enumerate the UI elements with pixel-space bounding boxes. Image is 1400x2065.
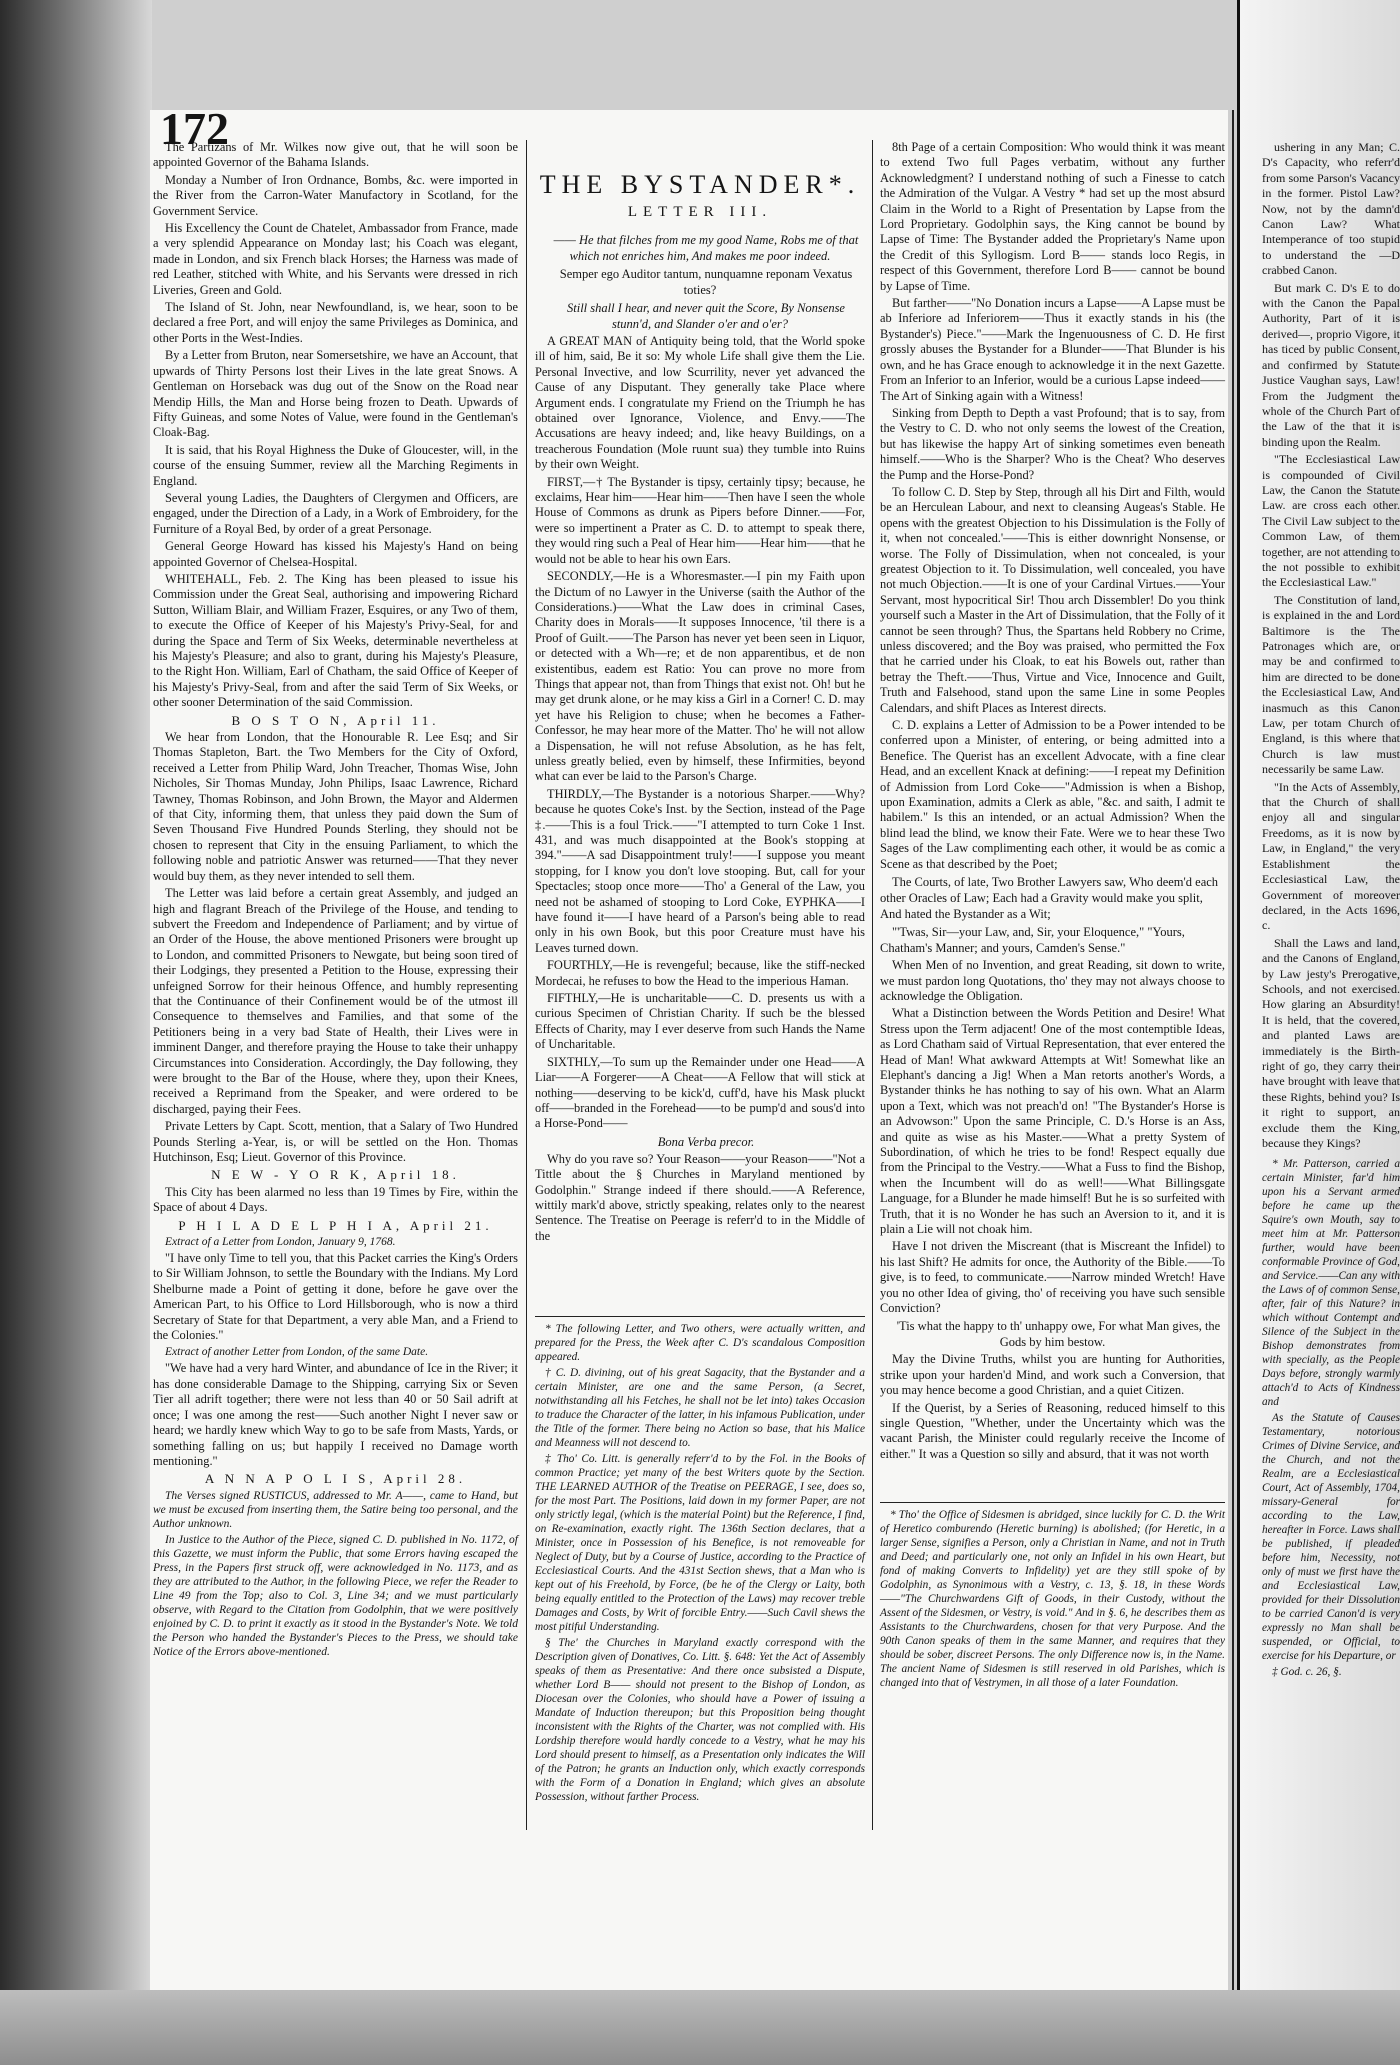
footnote: * Tho' the Office of Sidesmen is abridged, since luckily for C. D. the Writ of Heretico comburendo (Heretic burning) is abolished; (for Heretic, in a larger Sense, signifies a Person, only a Christian in Name, and not in Truth and Deed; and particularly one, not only an Infidel in his own Heart, but fond of making Converts to Infidelity) yet are they still spoke of by Godolphin, as Synonimous with a Vestry, c. 13, §. 18, in these Words——"The Churchwardens Gift of Goods, in their Custody, without the Assent of the Sidesmen, or Vestry, is void." And in §. 6, he describes them as Assistants to the Churchwardens, chosen for that very Purpose. And the 90th Canon speaks of them in the same Manner, and requires that they should be sober, discreet Persons. The only Difference now is, in the Name. The ancient Name of Sidesmen is still reserved in old Parishes, which is changed into that of Vestrymen, in all those of a later Foundation. xyxy=(880,1509,1225,1689)
news-paragraph: The Letter was laid before a certain great Assembly, and judged an high and flagrant Breach of the Privilege of the House, and tending to subvert the Freedom and Independence of Parliament; and by virtue of an Order of the House, the above mentioned Prisoners were brought up to London, and committed Prisoners to Newgate, but being soon tired of their Lodgings, they presented a Petition to the House, expressing their unfeigned Sorrow for their heinous Offence, and humbly representing that the Continuance of their Confinement would be of the utmost ill Consequence to themselves and Families, and that some of the Petitioners being in a very bad State of Health, their Lives were in imminent Danger, and therefore praying the House to take their unhappy Circumstances into Consideration. Accordingly, the Day following, they were brought to the Bar of the House, where they, upon their Knees, received a Reprimand from the Speaker, and were ordered to be discharged, paying their Fees. xyxy=(153,886,518,1116)
news-paragraph: Private Letters by Capt. Scott, mention, that a Salary of Two Hundred Pounds Sterling a-Year, is, or will be settled on the Hon. Thomas Hutchinson, Esq; Lieut. Governor of this Province. xyxy=(153,1119,518,1164)
footnote: * The following Letter, and Two others, were actually written, and prepared for the Press, the Week after C. D's scandalous Composition appeared. xyxy=(535,1323,865,1363)
article-title: THE BYSTANDER*. xyxy=(539,170,861,199)
motto: Still shall I hear, and never quit the Score, By Nonsense stunn'd, and Slander o'er and o'er? xyxy=(567,301,845,331)
column-1 xyxy=(153,140,518,1661)
motto: —— He that filches from me my good Name, Robs me of that which not enriches him, And makes me poor indeed. xyxy=(553,233,859,263)
extract-heading: Extract of another Letter from London, of the same Date. xyxy=(165,1346,429,1359)
news-paragraph: It is said, that his Royal Highness the Duke of Gloucester, will, in the course of the ensuing Summer, review all the Marching Regiments in England. xyxy=(153,442,518,488)
article-paragraph: Why do you rave so? Your Reason——your Reason——"Not a Tittle about the § Churches in Maryland mentioned by Godolphin." Strange indeed if there should.——A Reference, wittily mark'd above, strictly speaking, relates only to the nearest Sentence. The Treatise on Peerage is referr'd to in the Middle of the xyxy=(535,1151,865,1243)
column-4-partial xyxy=(1262,140,1400,1840)
page-number: 172 xyxy=(160,103,229,154)
footnote: ‡ Tho' Co. Litt. is generally referr'd to by the Fol. in the Books of common Practice; yet many of the best Writers quote by the Section. THE LEARNED AUTHOR of the Treatise on PEERAGE, I see, does so, for the most Part. The Positions, laid down in my former Paper, are not only strictly legal, (which is the material Point) but the Reference, I find, on Re-examination, exactly right. The 136th Section declares, that a Minister, once in Possession of his Benefice, is not removeable for Neglect of Duty, but by a Course of Justice, according to the Practice of Ecclesiastical Courts. And the 431st Section shews, that a Man who is kept out of his Freehold, by Force, (be he of the Clergy or Laity, both being equally entitled to the Protection of the Laws) may recover treble Damages and Costs, by Writ of forcible Entry.——Such Cavil shews the most pitiful Understanding. xyxy=(535,1453,865,1633)
article-paragraph: C. D. explains a Letter of Admission to be a Power intended to be conferred upon a Minister, of entering, or being admitted into a Benefice. The Querist has an excellent Advocate, with a fine clear Head, and an excellent Knack at defining:——I repeat my Definition of Admission from Lord Coke——"Admission is when a Bishop, upon Examination, admits a Clerk as able, "&c. and saith, I admit te habilem." Is this an intended, or an actual Admission? When the blind lead the blind, we know their Fate. Were we to hear these Two Sages of the Law complimenting each other, it would be as comic a Scene as that described by the Poet; xyxy=(880,718,1225,871)
verse: "'Twas, Sir—your Law, and, Sir, your Eloquence," "Yours, Chatham's Manner; and yours, Camden's Sense." xyxy=(880,925,1185,956)
motto: Semper ego Auditor tantum, nunquamne reponam Vexatus toties? xyxy=(559,267,853,297)
article-paragraph: The Constitution of land, is explained in the and Lord Baltimore is the The Patronages which are, or may be and confirmed to him are directed to be done the Ecclesiastical Law, And inasmuch as this Canon Law, per totam Church of England, is this where that Church is law must necessarily be same Law. xyxy=(1262,592,1400,777)
article-paragraph: SIXTHLY,—To sum up the Remainder under one Head——A Liar——A Forgerer——A Cheat——A Fellow that will stick at nothing——deserving to be kick'd, cuff'd, have his Mask pluckt off——branded in the Forehead——to be pump'd and sous'd into a Horse-Pond—— xyxy=(535,1054,865,1131)
news-paragraph: We hear from London, that the Honourable R. Lee Esq; and Sir Thomas Stapleton, Bart. the Two Members for the City of Oxford, received a Letter from Philip Ward, John Treacher, Thomas Wise, John Nicholes, Sir Thomas Munday, John Philips, Isaac Lawrence, Richard Tawney, Thomas Robinson, and John Brown, the Mayor and Aldermen of that City, informing them, that unless they paid down the Sum of Seven Thousand Five Hundred Pounds Sterling, they should not be chosen to represent that City in the ensuing Parliament, to which the following noble and patriotic Answer was returned——That they never would buy them, as they never intended to sell them. xyxy=(153,730,518,883)
news-paragraph: Monday a Number of Iron Ordnance, Bombs, &c. were imported in the River from the Carron-Water Manufactory in Scotland, for the Government Service. xyxy=(153,172,518,218)
footnote: * Mr. Patterson, carried a certain Minister, far'd him upon his a Servant armed before he came up the Squire's own Mouth, say to meet him at Mr. Patterson further, would have been conformable Province of God, and Service.——Can any with the Laws of of common Sense, after, fair of this Nature? in which without Contempt and Silence of the Subject in the Bishop demonstrates from with specially, as the People Days before, strongly warmly attach'd to Acts of Kindness and xyxy=(1262,1158,1400,1409)
dateline-philadelphia: P H I L A D E L P H I A, April 21. xyxy=(178,1217,493,1233)
dateline-annapolis: A N N A P O L I S, April 28. xyxy=(204,1471,467,1487)
verse: 'Tis what the happy to th' unhappy owe, For what Man gives, the Gods by him bestow. xyxy=(896,1319,1221,1350)
news-paragraph: This City has been alarmed no less than 19 Times by Fire, within the Space of about 4 Days. xyxy=(153,1184,518,1215)
article-paragraph: ushering in any Man; C. D's Capacity, who referr'd from some Parson's Vacancy in the former. Pistol Law? Now, not by the damn'd Canon Law? What Intemperance of too stupid to understand the —D crabbed Canon. xyxy=(1262,140,1400,278)
news-paragraph: WHITEHALL, Feb. 2. The King has been pleased to issue his Commission under the Great Seal, authorising and impowering Richard Sutton, William Blair, and William Frazer, Esquires, or any Two of them, to execute the Office of Keeper of his Majesty's Privy-Seal, for and during the Space and Term of Six Weeks, determinable nevertheless at his Majesty's Pleasure; and also to grant, during his Majesty's Pleasure, to the Right Hon. William, Earl of Chatham, the said Office of Keeper of his Majesty's Privy-Seal, from and after the said Term of Six Weeks, or other sooner Determination of the said Commission. xyxy=(153,571,518,710)
article-paragraph: Have I not driven the Miscreant (that is Miscreant the Infidel) to his last Shift? He admits for once, the Authority of the Bible.——To give, is to feed, to communicate.——Narrow minded Wretch! Have you no other Idea of giving, tho' of receiving you have such sensible Conviction? xyxy=(880,1239,1225,1316)
column-rule-2 xyxy=(872,140,873,1830)
article-paragraph: FIFTHLY,—He is uncharitable——C. D. presents us with a curious Specimen of Christian Charity. If such be the blessed Effects of Charity, may I ever deserve from such Hands the Name of Uncharitable. xyxy=(535,991,865,1052)
article-paragraph: "In the Acts of Assembly, that the Church of shall enjoy all and singular Freedoms, as it is now by Law, in England," the very Establishment the Ecclesiastical Law, the Government of moreover declared, in the Acts 1696, c. xyxy=(1262,779,1400,933)
footnote: † C. D. divining, out of his great Sagacity, that the Bystander and a certain Minister, are one and the same Person, (a Secret, notwithstanding all his Fetches, he shall not be let into) takes Occasion to traduce the Character of the latter, in his infamous Publication, under the Title of the former. There being no Action so base, that his Malice and Meanness will not descend to. xyxy=(535,1367,865,1449)
printer-notice: In Justice to the Author of the Piece, signed C. D. published in No. 1172, of this Gazette, we must inform the Public, that some Errors having escaped the Press, in the Papers first struck off, were acknowledged in No. 1173, and as they are attributed to the Author, in the following Piece, we refer the Reader to Line 49 from the Top; also to Col. 3, Line 34; and we must particularly observe, with Regard to the Citation from Godolphin, that we were positively enjoined by C. D. to print it exactly as it stood in the Bystander's Note. We told the Person who handed the Bystander's Pieces to the Press, we should take Notice of the Errors above-mentioned. xyxy=(153,1533,518,1658)
news-paragraph: "We have had a very hard Winter, and abundance of Ice in the River; it has done considerable Damage to the Shipping, carrying Six or Seven Tier all adrift together; there were not less than 40 or 50 Sail adrift at once; I was one among the rest——Such another Night I never saw or heard; we hardly knew which Way to go to be safe from Masts, Yards, or something falling on us; but happily I received no Damage worth mentioning." xyxy=(153,1361,518,1468)
article-paragraph: 8th Page of a certain Composition: Who would think it was meant to extend Two full Pages verbatim, without any further Acknowledgment? I understand nothing of such a Finesse to catch the Admiration of the Vulgar. A Vestry * had set up the most absurd Claim in the World to a Right of Presentation by Lapse from the Lord Proprietary. Godolphin says, the King cannot be bound by Lapse of Time: The Bystander added the Proprietary's Name upon the Credit of this Syllogism. Lord B—— stands loco Regis, in respect of this Government, therefore Lord B—— cannot be bound by Lapse of Time. xyxy=(880,140,1225,293)
article-paragraph: "The Ecclesiastical Law is compounded of Civil Law, the Canon the Statute Law. are cross each other. The Civil Law subject to the Common Law, of them together, are not attending to the not possible to exhibit the Ecclesiastical Law." xyxy=(1262,452,1400,590)
column-3 xyxy=(880,140,1225,1464)
news-paragraph: His Excellency the Count de Chatelet, Ambassador from France, made a very splendid Appearance on Monday last; his Coach was elegant, made in London, and six French black Horses; the Harness was made of red Leather, stitched with White, and his Servants were dressed in rich Liveries, Green and Gold. xyxy=(153,221,518,297)
news-paragraph: The Island of St. John, near Newfoundland, is, we hear, soon to be declared a free Port, and will enjoy the same Privileges as Dominica, and other Ports in the West-Indies. xyxy=(153,300,518,345)
extract-heading: Extract of a Letter from London, January 9, 1768. xyxy=(165,1236,396,1249)
article-paragraph: FOURTHLY,—He is revengeful; because, like the stiff-necked Mordecai, he refuses to bow the Head to the imperious Haman. xyxy=(535,958,865,988)
footnote-rule-col2 xyxy=(535,1316,865,1317)
article-paragraph: May the Divine Truths, whilst you are hunting for Authorities, strike upon your harden'd Mind, and work such a Conversion, that you may hence become a good Christian, and a quiet Citizen. xyxy=(880,1352,1225,1398)
footnote: As the Statute of Causes Testamentary, notorious Crimes of Divine Service, and the Church, and not the Realm, are a Ecclesiastical Court, Act of Assembly, 1704, missary-General for according to the Law, hereafter in Force. Laws shall be published, if pleaded before him, Necessity, not only of must we first have the and Ecclesiastical Law, provided for their Dissolution to be carried Canon'd is very expressly no Man shall be suspended, or Official, to exercise for his Departure, or xyxy=(1262,1412,1400,1663)
news-paragraph: General George Howard has kissed his Majesty's Hand on being appointed Governor of Chelsea-Hospital. xyxy=(153,539,518,569)
article-paragraph: But farther——"No Donation incurs a Lapse——A Lapse must be ab Inferiore ad Inferiorem——Thus it exactly stands in his (the Bystander's) Piece."——Mark the Ingenuousness of C. D. He first grossly abuses the Bystander for a Blunder——That Blunder is his own, and he has Grace enough to acknowledge it in the next Gazette. From an Inferior to an Inferior, would be a curious Lapse indeed——The Art of Sinking again with a Witness! xyxy=(880,296,1225,403)
article-paragraph: What a Distinction between the Words Petition and Desire! What Stress upon the Term adjacent! One of the most contemptible Ideas, as Lord Chatham said of Virtual Representation, that ever entered the Head of Man! What awkward Attempts at Wit! Somewhat like an Elephant's dancing a Jig! When a Man retorts another's Words, a Bystander thinks he has nothing to say of his own. What an Alarm upon a Text, which was not preach'd on! "The Bystander's Horse is an Advowson:" Upon the same Principle, C. D.'s Horse is an Ass, and quite as wise as his Master.——What a pretty System of Subordination, of which he tries to be fond! Respect equally due from the Principal to the Vestry.——What a Fuss to find the Bishop, when the Incumbent will do as well!——What Billingsgate Language, for a Blunder he made himself! But he is so surfeited with Truth, that it is no Wonder he has such an Aversion to it, and it is plain a Lie will not choak him. xyxy=(880,1006,1225,1236)
column-rule-1 xyxy=(526,140,527,1830)
article-paragraph: FIRST,—† The Bystander is tipsy, certainly tipsy; because, he exclaims, Hear him——Hear him——Then have I seen the whole House of Commons as drunk as Pipers before Dinner.——For, were so impertinent a Prater as C. D. to attempt to speak there, they would ring such a Peal of Hear him——Hear him——that he would not be able to hear his own Ears. xyxy=(535,474,865,566)
article-paragraph: When Men of no Invention, and great Reading, sit down to write, we must pardon long Quotations, tho' they may not always choose to acknowledge the Obligation. xyxy=(880,958,1225,1003)
verse: The Courts, of late, Two Brother Lawyers saw, Who deem'd each other Oracles of Law; Each had a Gravity would make you split, And hated the Bystander as a Wit; xyxy=(880,875,1219,922)
article-paragraph: Shall the Laws and land, and the Canons of England, by Law jesty's Prerogative, Schools, and not exercised. How glaring an Absurdity! It is held, that the covered, and planted Laws are immediately is the Birth-right of go, they carry their have brought with leave that these Rights, behind you? Is it right to support, an exclude them the King, because they Kings? xyxy=(1262,935,1400,1150)
dateline-new-york: N E W - Y O R K, April 18. xyxy=(211,1167,460,1183)
printer-notice: The Verses signed RUSTICUS, addressed to Mr. A——, came to Hand, but we must be excused from inserting them, the Satire being too personal, and the Author unknown. xyxy=(153,1489,518,1530)
article-aside: Bona Verba precor. xyxy=(657,1134,755,1149)
footnotes-column-2 xyxy=(535,1322,865,1806)
scan-binding-shadow xyxy=(0,0,152,2065)
article-paragraph: But mark C. D's E to do with the Canon the Papal Authority, Part of it is derived—, proprio Vigore, it has ticed by public Consent, and confirmed by Statute Justice Vaughan says, Law! From the Judgment the whole of the Church Part of the Law of the that it is binding upon the Realm. xyxy=(1262,280,1400,449)
scan-bottom-edge xyxy=(0,1990,1400,2065)
article-subtitle: LETTER III. xyxy=(627,204,773,220)
article-paragraph: THIRDLY,—The Bystander is a notorious Sharper.——Why? because he quotes Coke's Inst. by the Section, instead of the Page ‡.——This is a foul Trick.——"I attempted to turn Coke 1 Inst. 431, and was much disappointed at the Book's stopping at 394."——A sad Disappointment truly!——I suppose you meant stopping, for I know you don't love stooping. But, call for your Spectacles; stoop once more——Tho' a General of the Law, you need not be ashamed of stooping to Lord Coke, ΕΥΡΗΚΑ——I have found it——I have heard of a Parson's being able to read only in his own Book, but this poor Creature must have his Leaves turned down. xyxy=(535,786,865,955)
news-paragraph: The Partizans of Mr. Wilkes now give out, that he will soon be appointed Governor of the Bahama Islands. xyxy=(153,140,518,170)
article-paragraph: If the Querist, by a Series of Reasoning, reduced himself to this single Question, "Whether, under the Uncertainty which was the vacant Parish, the Minister could regularly receive the Income of either." It was a Question so silly and absurd, that it was not worth xyxy=(880,1400,1225,1461)
column-2 xyxy=(535,232,865,1246)
news-paragraph: Several young Ladies, the Daughters of Clergymen and Officers, are engaged, under the Direction of a Lady, in a Work of Embroidery, for the Furniture of a Royal Bed, by order of a great Personage. xyxy=(153,490,518,536)
footnote: § The' the Churches in Maryland exactly correspond with the Description given of Donatives, Co. Litt. §. 648: Yet the Act of Assembly speaks of them as Presentative: And there once subsisted a Dispute, whether Lord B—— should not present to the Bishop of London, as Diocesan over the Colonies, who should have a Power of issuing a Mandate of Induction thereupon; but this Proposition being thought inconsistent with the Rights of the Charter, was not complied with. His Lordship therefore would hardly concede to a Vestry, what he may his Lord should present to himself, as a Presentation only indicates the Will of the Patron; he grants an Induction only, which exactly corresponds with the Form of a Donation in England; which gives an absolute Possession, without farther Process. xyxy=(535,1637,865,1803)
footnote-rule-col3 xyxy=(880,1502,1225,1503)
article-paragraph: Sinking from Depth to Depth a vast Profound; that is to say, from the Vestry to C. D. who not only seems the lowest of the Creation, but has likewise the happy Art of sinking sometimes even beneath himself.——Who is the Sharper? Who is the Cheat? Who deserves the Pump and the Horse-Pond? xyxy=(880,405,1225,482)
news-paragraph: By a Letter from Bruton, near Somersetshire, we have an Account, that upwards of Thirty Persons lost their Lives in the late great Snows. A Gentleman on Horseback was dug out of the Snow on the Road near Mendip Hills, the Man and Horse being frozen to Death. Upwards of Fifty Guineas, and some Notes of Value, were found in the Gentleman's Cloak-Bag. xyxy=(153,348,518,440)
footnotes-column-3 xyxy=(880,1508,1225,1692)
footnote: ‡ God. c. 26, §. xyxy=(1272,1666,1342,1679)
dateline-boston: B O S T O N, April 11. xyxy=(231,712,440,728)
article-paragraph: A GREAT MAN of Antiquity being told, that the World spoke ill of him, said, Be it so: My whole Life shall give them the Lie. Personal Invective, and low Scurrility, never yet advanced the Cause of any Disputant. They generally take Place where Argument ends. I congratulate my Friend on the Triumph he has obtained over Ignorance, Violence, and Envy.——The Accusations are heavy indeed; and, like heavy Buildings, on a treacherous Foundation (Mole ruunt sua) they tumble into Ruins by their own Weight. xyxy=(535,334,865,472)
article-paragraph: To follow C. D. Step by Step, through all his Dirt and Filth, would be an Herculean Labour, and next to cleansing Augeas's Stable. He opens with the greatest Objection to his Dissimulation is the Folly of it, when not concealed.'——This is either downright Nonsense, or worse. The Folly of Dissimulation, when not concealed, is your greatest Objection to it. To Dissimulation, well concealed, you have not much Objection.——It is one of your Cardinal Virtues.——Your Servant, most hypocritical Sir! Thou arch Dissembler! Do you think yourself such a Master in the Art of Dissimulation, that the Folly of it cannot be seen through? Thus, the Spartans held Robbery no Crime, unless discovered; and the Boy was praised, who permitted the Fox that he carried under his Cloak, to eat his Bowels out, rather than betray the Theft.——Thus, Virtue and Vice, Innocence and Guilt, Truth and Falsehood, stand upon the same Line in some Peoples Calendars, and shift Places as Interest directs. xyxy=(880,484,1225,715)
article-paragraph: SECONDLY,—He is a Whoresmaster.—I pin my Faith upon the Dictum of no Lawyer in the Universe (saith the Author of the Considerations.)——What the Law does in criminal Cases, Charity does in Morals——It supposes Innocence, 'til there is a Proof of Guilt.——The Parson has never yet been seen in Liquor, or detected with a Wh—re; et de non apparentibus, et de non existentibus, eadem est Ratio: You can prove no more from Things that appear not, than from Things that exist not. Oh! but he may get drunk alone, or he may kiss a Girl in a Corner! C. D. may yet have his Religion to chuse; when he becomes a Father-Confessor, he may hear more of the Matter. Tho' he will not allow a Dispensation, he will not refuse Absolution, as he has felt, unless greatly belied, even by himself, these Infirmities, beyond what can ever be laid to the Parson's Charge. xyxy=(535,569,865,784)
page-gutter xyxy=(1232,110,1234,2010)
footnotes-column-4 xyxy=(1262,1157,1400,1679)
news-paragraph: "I have only Time to tell you, that this Packet carries the King's Orders to Sir William Johnson, to settle the Boundary with the Indians. My Lord Shelburne made a Point of getting it done, before he gave over the American Part, to his Office to Lord Hillsborough, who is now a third Secretary of State for that Department, a very able Man, and a Friend to the Colonies." xyxy=(153,1251,518,1343)
